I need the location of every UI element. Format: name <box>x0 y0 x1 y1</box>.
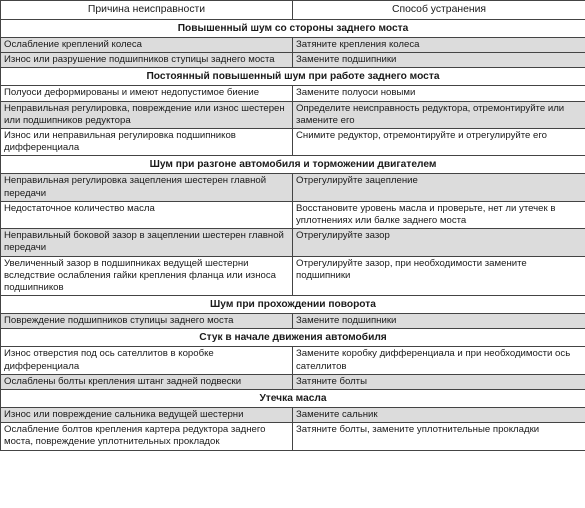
remedy-cell: Замените полуоси новыми <box>293 86 585 101</box>
section-title: Шум при разгоне автомобиля и торможении двигателем <box>1 156 585 174</box>
cause-cell: Неправильный боковой зазор в зацеплении шестерен главной передачи <box>1 229 293 256</box>
cause-cell: Неправильная регулировка зацепления шестерен главной передачи <box>1 174 293 201</box>
cause-cell: Ослаблены болты крепления штанг задней подвески <box>1 374 293 389</box>
remedy-cell: Затяните болты <box>293 374 585 389</box>
table-body <box>1 20 585 451</box>
section-row <box>1 20 585 38</box>
remedy-cell: Замените подшипники <box>293 314 585 329</box>
remedy-cell: Затяните крепления колеса <box>293 38 585 53</box>
section-title: Стук в начале движения автомобиля <box>1 329 585 347</box>
remedy-cell: Отрегулируйте зазор, при необходимости замените подшипники <box>293 256 585 296</box>
section-row <box>1 68 585 86</box>
remedy-cell: Отрегулируйте зацепление <box>293 174 585 201</box>
remedy-cell: Затяните болты, замените уплотнительные прокладки <box>293 423 585 450</box>
table-row <box>1 408 585 423</box>
header-remedy: Способ устранения <box>293 1 585 20</box>
remedy-cell: Замените сальник <box>293 408 585 423</box>
cause-cell: Износ или повреждение сальника ведущей шестерни <box>1 408 293 423</box>
section-row <box>1 390 585 408</box>
table-row <box>1 374 585 389</box>
cause-cell: Износ или неправильная регулировка подшипников дифференциала <box>1 129 293 156</box>
cause-cell: Ослабление креплений колеса <box>1 38 293 53</box>
section-title: Постоянный повышенный шум при работе заднего моста <box>1 68 585 86</box>
table-row <box>1 174 585 201</box>
table-row <box>1 201 585 228</box>
remedy-cell: Снимите редуктор, отремонтируйте и отрегулируйте его <box>293 129 585 156</box>
table-row <box>1 53 585 68</box>
cause-cell: Неправильная регулировка, повреждение или износ шестерен или подшипников редуктора <box>1 101 293 128</box>
cause-cell: Полуоси деформированы и имеют недопустимое биение <box>1 86 293 101</box>
cause-cell: Износ отверстия под ось сателлитов в коробке дифференциала <box>1 347 293 374</box>
header-cause: Причина неисправности <box>1 1 293 20</box>
table-row <box>1 129 585 156</box>
remedy-cell: Замените подшипники <box>293 53 585 68</box>
section-title: Повышенный шум со стороны заднего моста <box>1 20 585 38</box>
cause-cell: Повреждение подшипников ступицы заднего моста <box>1 314 293 329</box>
table-row <box>1 86 585 101</box>
table-row <box>1 38 585 53</box>
table-row <box>1 347 585 374</box>
remedy-cell: Отрегулируйте зазор <box>293 229 585 256</box>
remedy-cell: Определите неисправность редуктора, отремонтируйте или замените его <box>293 101 585 128</box>
remedy-cell: Замените коробку дифференциала и при необходимости ось сателлитов <box>293 347 585 374</box>
section-row <box>1 329 585 347</box>
section-row <box>1 296 585 314</box>
table-row <box>1 229 585 256</box>
remedy-cell: Восстановите уровень масла и проверьте, нет ли утечек в уплотнениях или балке заднего моста <box>293 201 585 228</box>
cause-cell: Недостаточное количество масла <box>1 201 293 228</box>
table-row <box>1 101 585 128</box>
header-row <box>1 1 585 20</box>
section-row <box>1 156 585 174</box>
table-row <box>1 423 585 450</box>
table-row <box>1 256 585 296</box>
section-title: Шум при прохождении поворота <box>1 296 585 314</box>
section-title: Утечка масла <box>1 390 585 408</box>
table-row <box>1 314 585 329</box>
cause-cell: Ослабление болтов крепления картера редуктора заднего моста, повреждение уплотнительных прокладок <box>1 423 293 450</box>
cause-cell: Увеличенный зазор в подшипниках ведущей шестерни вследствие ослабления гайки крепления фланца или износа подшипников <box>1 256 293 296</box>
cause-cell: Износ или разрушение подшипников ступицы заднего моста <box>1 53 293 68</box>
